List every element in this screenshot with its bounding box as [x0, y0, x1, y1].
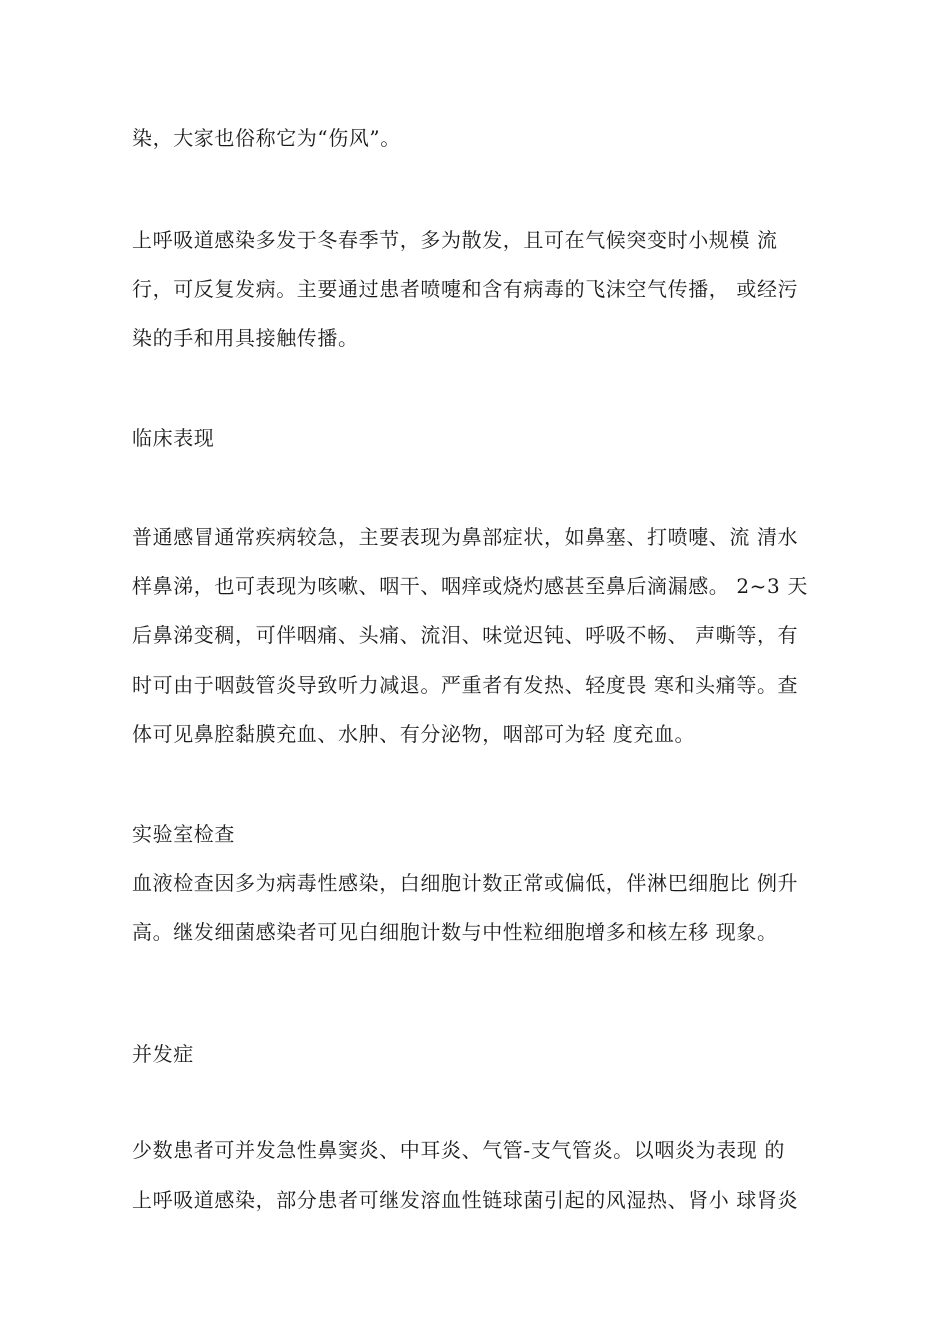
paragraph-lab-line-1: 血液检查因多为病毒性感染，白细胞计数正常或偏低，伴淋巴细胞比 例升 [132, 871, 799, 895]
paragraph-epidemiology-line-2: 行，可反复发病。主要通过患者喷嚏和含有病毒的飞沫空气传播， 或经污 [132, 277, 799, 301]
paragraph-clinical-line-3: 后鼻涕变稠，可伴咽痛、头痛、流泪、味觉迟钝、呼吸不畅、 声嘶等，有 [132, 623, 799, 647]
paragraph-clinical-line-4: 时可由于咽鼓管炎导致听力减退。严重者有发热、轻度畏 寒和头痛等。查 [132, 673, 799, 697]
heading-complications: 并发症 [132, 1042, 194, 1066]
paragraph-clinical-line-5: 体可见鼻腔黏膜充血、水肿、有分泌物，咽部可为轻 度充血。 [132, 722, 696, 746]
heading-laboratory-tests: 实验室检查 [132, 822, 235, 846]
paragraph-complications-line-1: 少数患者可并发急性鼻窦炎、中耳炎、气管-支气管炎。以咽炎为表现 的 [132, 1138, 785, 1162]
paragraph-epidemiology-line-3: 染的手和用具接触传播。 [132, 326, 359, 350]
paragraph-epidemiology-line-1: 上呼吸道感染多发于冬春季节，多为散发，且可在气候突变时小规模 流 [132, 228, 778, 252]
paragraph-complications-line-2: 上呼吸道感染，部分患者可继发溶血性链球菌引起的风湿热、肾小 球肾炎 [132, 1188, 799, 1212]
paragraph-lab-line-2: 高。继发细菌感染者可见白细胞计数与中性粒细胞增多和核左移 现象。 [132, 920, 778, 944]
paragraph-clinical-line-2: 样鼻涕，也可表现为咳嗽、咽干、咽痒或烧灼感甚至鼻后滴漏感。 2~3 天 [132, 574, 808, 598]
paragraph-intro-tail-line-1: 染，大家也俗称它为“伤风”。 [132, 126, 401, 150]
paragraph-clinical-line-1: 普通感冒通常疾病较急，主要表现为鼻部症状，如鼻塞、打喷嚏、流 清水 [132, 525, 799, 549]
heading-clinical-manifestations: 临床表现 [132, 426, 215, 450]
